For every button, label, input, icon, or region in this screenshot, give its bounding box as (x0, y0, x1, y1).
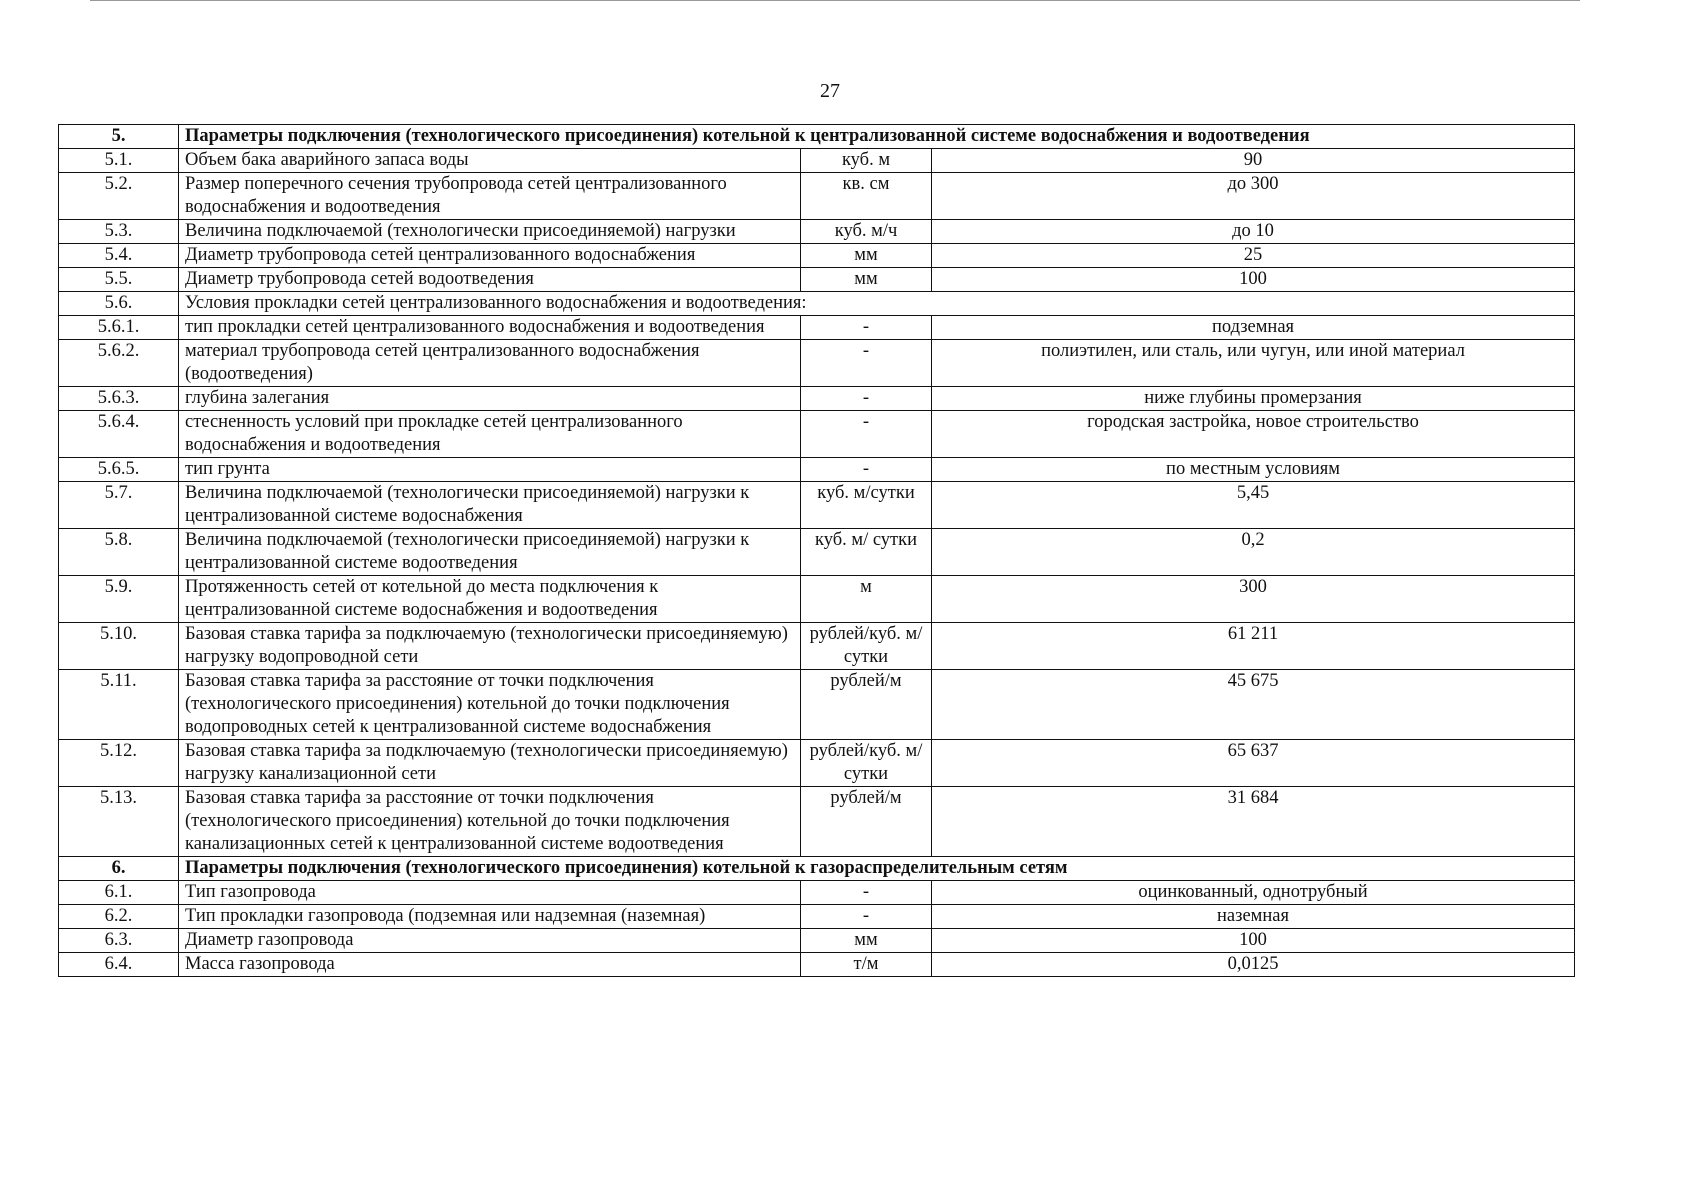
table-row (59, 411, 1575, 458)
table-row (59, 173, 1575, 220)
parameter-value: до 10 (932, 220, 1575, 244)
parameter-name: Протяженность сетей от котельной до места подключения к централизованной системе водоснабжения и водоотведения (179, 576, 801, 623)
row-number: 5.7. (59, 482, 179, 529)
row-number: 6.2. (59, 905, 179, 929)
parameter-value: 31 684 (932, 787, 1575, 857)
row-number: 5.4. (59, 244, 179, 268)
table-row (59, 387, 1575, 411)
parameter-name: Величина подключаемой (технологически присоединяемой) нагрузки к централизованной системе водоотведения (179, 529, 801, 576)
parameter-value: 100 (932, 268, 1575, 292)
parameter-name: стесненность условий при прокладке сетей централизованного водоснабжения и водоотведения (179, 411, 801, 458)
parameter-value: 45 675 (932, 670, 1575, 740)
table-row (59, 670, 1575, 740)
table-row (59, 881, 1575, 905)
row-number: 5.12. (59, 740, 179, 787)
parameter-value: подземная (932, 316, 1575, 340)
unit: куб. м (801, 149, 932, 173)
parameter-name: Объем бака аварийного запаса воды (179, 149, 801, 173)
parameter-value: 100 (932, 929, 1575, 953)
parameter-name: Размер поперечного сечения трубопровода сетей централизованного водоснабжения и водоотведения (179, 173, 801, 220)
parameter-name: тип грунта (179, 458, 801, 482)
parameter-value: 90 (932, 149, 1575, 173)
subsection-header-row (59, 292, 1575, 316)
table-row (59, 149, 1575, 173)
table-row (59, 905, 1575, 929)
section-header-row (59, 125, 1575, 149)
parameter-value: 65 637 (932, 740, 1575, 787)
table-row (59, 740, 1575, 787)
parameter-value: по местным условиям (932, 458, 1575, 482)
row-number: 5.6.5. (59, 458, 179, 482)
parameter-name: Базовая ставка тарифа за подключаемую (технологически присоединяемую) нагрузку водопроводной сети (179, 623, 801, 670)
table-row (59, 458, 1575, 482)
parameter-value: полиэтилен, или сталь, или чугун, или иной материал (932, 340, 1575, 387)
row-number: 5.5. (59, 268, 179, 292)
table-row (59, 953, 1575, 977)
unit: куб. м/ч (801, 220, 932, 244)
parameter-value: до 300 (932, 173, 1575, 220)
unit: рублей/м (801, 787, 932, 857)
parameter-name: Величина подключаемой (технологически присоединяемой) нагрузки (179, 220, 801, 244)
unit: - (801, 340, 932, 387)
table-row (59, 576, 1575, 623)
parameter-name: материал трубопровода сетей централизованного водоснабжения (водоотведения) (179, 340, 801, 387)
table-row (59, 482, 1575, 529)
row-number: 5.2. (59, 173, 179, 220)
page-number: 27 (820, 80, 840, 102)
row-number: 6.1. (59, 881, 179, 905)
table-row (59, 268, 1575, 292)
table-row (59, 340, 1575, 387)
parameter-value: 5,45 (932, 482, 1575, 529)
parameter-value: городская застройка, новое строительство (932, 411, 1575, 458)
unit: мм (801, 929, 932, 953)
table-row (59, 787, 1575, 857)
parameters-table (58, 124, 1575, 977)
parameter-value: 300 (932, 576, 1575, 623)
unit: рублей/куб. м/сутки (801, 740, 932, 787)
parameter-name: Тип прокладки газопровода (подземная или надземная (наземная) (179, 905, 801, 929)
parameter-value: 25 (932, 244, 1575, 268)
section-header-row (59, 857, 1575, 881)
parameter-value: оцинкованный, однотрубный (932, 881, 1575, 905)
row-number: 5.6.3. (59, 387, 179, 411)
unit: мм (801, 268, 932, 292)
unit: рублей/м (801, 670, 932, 740)
table-row (59, 529, 1575, 576)
row-number: 6. (59, 857, 179, 881)
table-body (59, 125, 1575, 977)
parameter-name: Базовая ставка тарифа за подключаемую (технологически присоединяемую) нагрузку канализационной сети (179, 740, 801, 787)
parameter-name: Тип газопровода (179, 881, 801, 905)
parameter-name: Диаметр трубопровода сетей водоотведения (179, 268, 801, 292)
unit: м (801, 576, 932, 623)
unit: куб. м/сутки (801, 482, 932, 529)
row-number: 5.6.1. (59, 316, 179, 340)
scan-top-edge (90, 0, 1580, 1)
section-title: Параметры подключения (технологического присоединения) котельной к газораспределительным сетям (179, 857, 1575, 881)
parameter-value: ниже глубины промерзания (932, 387, 1575, 411)
row-number: 5.9. (59, 576, 179, 623)
unit: - (801, 316, 932, 340)
unit: - (801, 387, 932, 411)
parameter-value: наземная (932, 905, 1575, 929)
subsection-title: Условия прокладки сетей централизованного водоснабжения и водоотведения: (179, 292, 1575, 316)
row-number: 5.11. (59, 670, 179, 740)
parameter-value: 0,0125 (932, 953, 1575, 977)
row-number: 6.4. (59, 953, 179, 977)
parameter-name: Диаметр газопровода (179, 929, 801, 953)
parameter-name: Величина подключаемой (технологически присоединяемой) нагрузки к централизованной системе водоснабжения (179, 482, 801, 529)
row-number: 5.6.4. (59, 411, 179, 458)
parameter-name: Базовая ставка тарифа за расстояние от точки подключения (технологического присоединения) котельной до точки подключения канализационных сетей к централизованной системе водоотведения (179, 787, 801, 857)
row-number: 5.6. (59, 292, 179, 316)
parameter-name: Базовая ставка тарифа за расстояние от точки подключения (технологического присоединения) котельной до точки подключения водопроводных сетей к централизованной системе водоснабжения (179, 670, 801, 740)
parameter-name: глубина залегания (179, 387, 801, 411)
table-row (59, 623, 1575, 670)
table-row (59, 244, 1575, 268)
table-row (59, 316, 1575, 340)
table-row (59, 220, 1575, 244)
unit: - (801, 458, 932, 482)
unit: рублей/куб. м/сутки (801, 623, 932, 670)
row-number: 5.1. (59, 149, 179, 173)
row-number: 6.3. (59, 929, 179, 953)
unit: - (801, 411, 932, 458)
section-title: Параметры подключения (технологического присоединения) котельной к централизованной системе водоснабжения и водоотведения (179, 125, 1575, 149)
unit: куб. м/ сутки (801, 529, 932, 576)
unit: т/м (801, 953, 932, 977)
parameter-name: Масса газопровода (179, 953, 801, 977)
parameter-value: 61 211 (932, 623, 1575, 670)
parameter-value: 0,2 (932, 529, 1575, 576)
row-number: 5.3. (59, 220, 179, 244)
parameter-name: Диаметр трубопровода сетей централизованного водоснабжения (179, 244, 801, 268)
table-row (59, 929, 1575, 953)
unit: кв. см (801, 173, 932, 220)
parameter-name: тип прокладки сетей централизованного водоснабжения и водоотведения (179, 316, 801, 340)
row-number: 5.13. (59, 787, 179, 857)
unit: - (801, 905, 932, 929)
row-number: 5.6.2. (59, 340, 179, 387)
row-number: 5.10. (59, 623, 179, 670)
row-number: 5. (59, 125, 179, 149)
unit: мм (801, 244, 932, 268)
unit: - (801, 881, 932, 905)
row-number: 5.8. (59, 529, 179, 576)
